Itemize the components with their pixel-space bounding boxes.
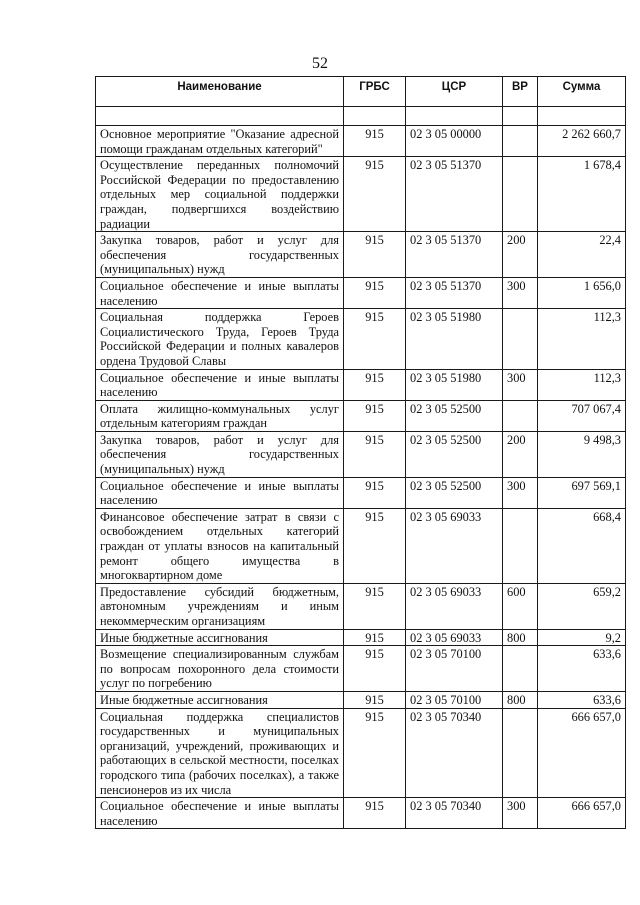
cell-csr: 02 3 05 69033	[406, 508, 503, 583]
header-grbs: ГРБС	[344, 77, 406, 107]
cell-csr: 02 3 05 51370	[406, 277, 503, 308]
cell-sum: 668,4	[538, 508, 626, 583]
cell-sum: 9 498,3	[538, 431, 626, 477]
cell-grbs: 915	[344, 126, 406, 157]
cell-csr: 02 3 05 52500	[406, 400, 503, 431]
table-row	[96, 309, 626, 369]
cell-grbs: 915	[344, 646, 406, 692]
cell-grbs: 915	[344, 157, 406, 232]
cell-sum: 2 262 660,7	[538, 126, 626, 157]
cell-sum: 666 657,0	[538, 798, 626, 829]
cell-grbs: 915	[344, 232, 406, 278]
cell-csr: 02 3 05 52500	[406, 477, 503, 508]
cell-grbs: 915	[344, 369, 406, 400]
cell-csr: 02 3 05 51370	[406, 157, 503, 232]
cell-vr	[503, 126, 538, 157]
cell-sum: 697 569,1	[538, 477, 626, 508]
cell-vr: 200	[503, 232, 538, 278]
cell-name: Социальное обеспечение и иные выплаты населению	[96, 477, 344, 508]
cell-grbs: 915	[344, 708, 406, 798]
cell-name: Социальная поддержка Героев Социалистического Труда, Героев Труда Российской Федерации и полных кавалеров ордена Трудовой Славы	[96, 309, 344, 369]
cell-grbs: 915	[344, 798, 406, 829]
cell-sum: 1 678,4	[538, 157, 626, 232]
cell-name: Возмещение специализированным службам по вопросам похоронного дела стоимости услуг по погребению	[96, 646, 344, 692]
cell-name: Иные бюджетные ассигнования	[96, 691, 344, 708]
table-row	[96, 508, 626, 583]
cell-sum: 633,6	[538, 646, 626, 692]
cell-name: Социальное обеспечение и иные выплаты населению	[96, 798, 344, 829]
table-row	[96, 431, 626, 477]
cell-vr	[503, 508, 538, 583]
cell-sum: 633,6	[538, 691, 626, 708]
table-header	[96, 77, 626, 107]
table-row	[96, 629, 626, 646]
header-vr: ВР	[503, 77, 538, 107]
cell-csr: 02 3 05 51980	[406, 309, 503, 369]
cell-name: Финансовое обеспечение затрат в связи с освобождением отдельных категорий граждан от уплаты взносов на капитальный ремонт общего имущества в многоквартирном доме	[96, 508, 344, 583]
cell-csr: 02 3 05 69033	[406, 629, 503, 646]
cell-vr	[503, 646, 538, 692]
cell-vr: 300	[503, 477, 538, 508]
cell-grbs: 915	[344, 583, 406, 629]
cell-vr: 200	[503, 431, 538, 477]
cell-csr: 02 3 05 51980	[406, 369, 503, 400]
cell-csr: 02 3 05 70100	[406, 691, 503, 708]
cell-vr: 300	[503, 798, 538, 829]
table-row	[96, 477, 626, 508]
cell-vr	[503, 400, 538, 431]
cell-name: Иные бюджетные ассигнования	[96, 629, 344, 646]
cell-name: Закупка товаров, работ и услуг для обеспечения государственных (муниципальных) нужд	[96, 232, 344, 278]
cell-sum: 659,2	[538, 583, 626, 629]
cell-csr: 02 3 05 00000	[406, 126, 503, 157]
header-name: Наименование	[96, 77, 344, 107]
cell-vr: 600	[503, 583, 538, 629]
cell-sum: 112,3	[538, 309, 626, 369]
cell-grbs: 915	[344, 431, 406, 477]
cell-grbs: 915	[344, 691, 406, 708]
cell-name: Социальное обеспечение и иные выплаты населению	[96, 369, 344, 400]
cell-vr: 800	[503, 691, 538, 708]
table-row	[96, 583, 626, 629]
cell-sum: 666 657,0	[538, 708, 626, 798]
cell-grbs: 915	[344, 508, 406, 583]
table-row	[96, 157, 626, 232]
cell-name: Осуществление переданных полномочий Российской Федерации по предоставлению отдельных мер социальной поддержки граждан, подвергшихся воздействию радиации	[96, 157, 344, 232]
page-number: 52	[312, 55, 328, 72]
table-row	[96, 798, 626, 829]
table-row	[96, 126, 626, 157]
cell-name: Оплата жилищно-коммунальных услуг отдельным категориям граждан	[96, 400, 344, 431]
cell-csr: 02 3 05 69033	[406, 583, 503, 629]
cell-vr: 300	[503, 277, 538, 308]
cell-sum: 9,2	[538, 629, 626, 646]
header-csr: ЦСР	[406, 77, 503, 107]
table-row	[96, 232, 626, 278]
table-row	[96, 708, 626, 798]
cell-sum: 112,3	[538, 369, 626, 400]
cell-csr: 02 3 05 70340	[406, 798, 503, 829]
cell-vr	[503, 309, 538, 369]
table-row	[96, 369, 626, 400]
cell-name: Социальное обеспечение и иные выплаты населению	[96, 277, 344, 308]
cell-grbs: 915	[344, 309, 406, 369]
cell-grbs: 915	[344, 277, 406, 308]
cell-name: Социальная поддержка специалистов государственных и муниципальных организаций, учреждений, проживающих и работающих в сельской местности, поселках городского типа (рабочих поселках), а также пенсионеров из их числа	[96, 708, 344, 798]
cell-grbs: 915	[344, 477, 406, 508]
cell-sum: 22,4	[538, 232, 626, 278]
cell-grbs: 915	[344, 400, 406, 431]
budget-table	[95, 76, 626, 829]
cell-vr: 300	[503, 369, 538, 400]
table-row	[96, 691, 626, 708]
cell-name: Закупка товаров, работ и услуг для обеспечения государственных (муниципальных) нужд	[96, 431, 344, 477]
table-row	[96, 400, 626, 431]
header-sum: Сумма	[538, 77, 626, 107]
cell-vr: 800	[503, 629, 538, 646]
table-row	[96, 277, 626, 308]
cell-name: Основное мероприятие "Оказание адресной помощи гражданам отдельных категорий"	[96, 126, 344, 157]
cell-name: Предоставление субсидий бюджетным, автономным учреждениям и иным некоммерческим организациям	[96, 583, 344, 629]
cell-csr: 02 3 05 51370	[406, 232, 503, 278]
table-row	[96, 646, 626, 692]
cell-csr: 02 3 05 70100	[406, 646, 503, 692]
cell-vr	[503, 708, 538, 798]
cell-grbs: 915	[344, 629, 406, 646]
header-row	[96, 77, 626, 107]
cell-csr: 02 3 05 52500	[406, 431, 503, 477]
cell-sum: 1 656,0	[538, 277, 626, 308]
cell-sum: 707 067,4	[538, 400, 626, 431]
header-spacer-row	[96, 107, 626, 126]
cell-vr	[503, 157, 538, 232]
cell-csr: 02 3 05 70340	[406, 708, 503, 798]
table-body	[96, 107, 626, 829]
